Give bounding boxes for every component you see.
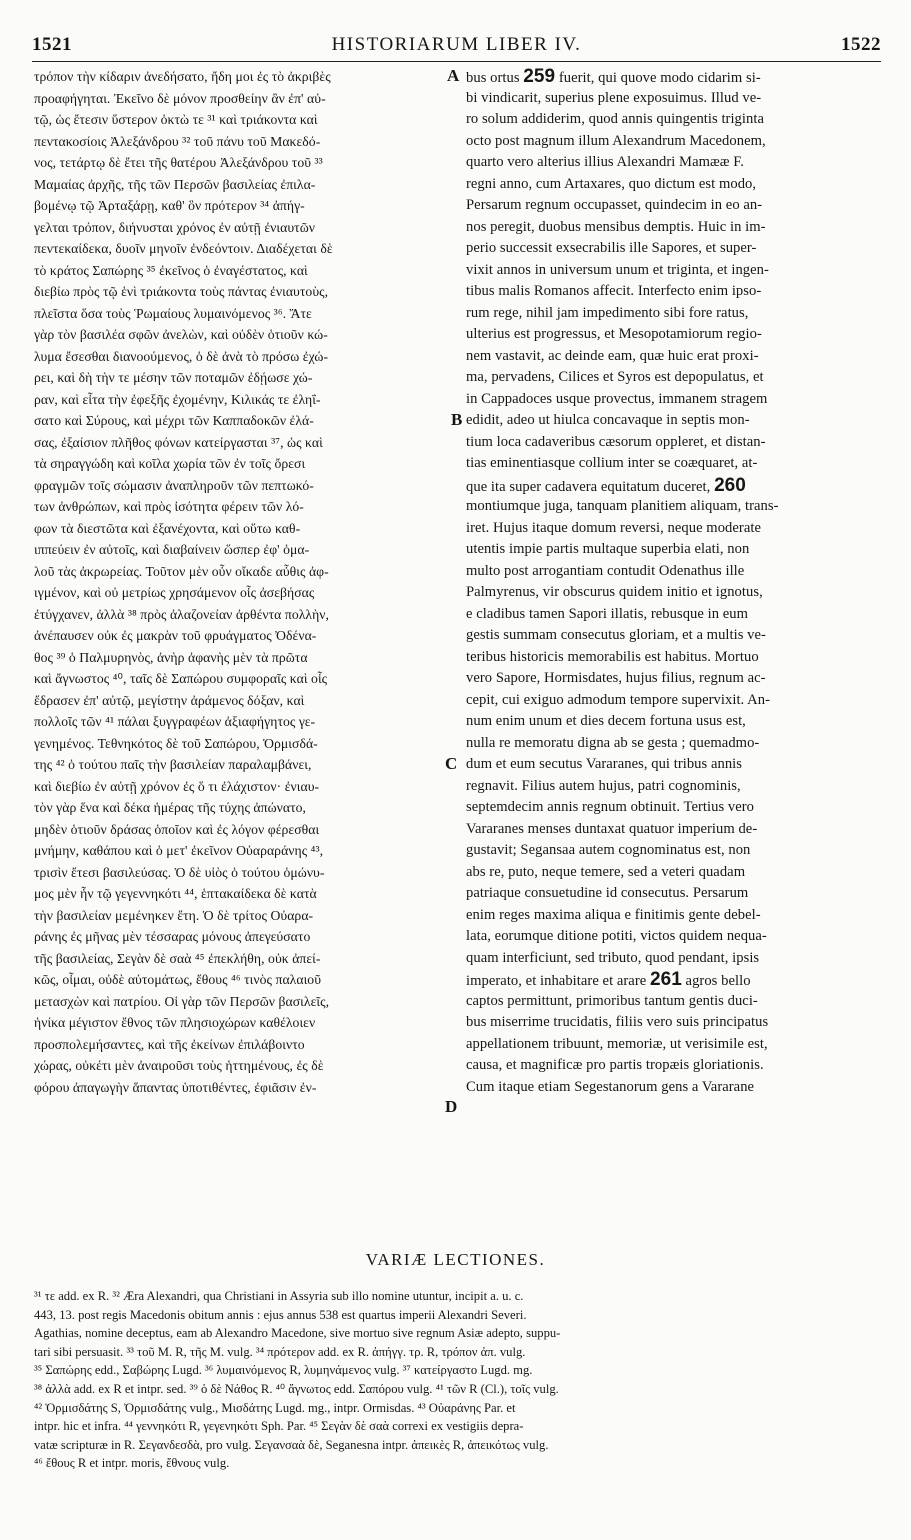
greek-line: ιππεύειν ἐν αὐτοῖς, καὶ διαβαίνειν ὥσπερ ἐφ' ὁμα- bbox=[34, 542, 310, 557]
greek-line: λυμα ἔσεσθαι διανοούμενος, ὁ δὲ ἀνὰ τὸ πρόσω ἐχώ- bbox=[34, 348, 329, 364]
edition-page-number: 261 bbox=[649, 969, 682, 990]
latin-line: dum et eum secutus Vararanes, qui tribus annis bbox=[466, 756, 743, 772]
latin-line: captos permittunt, primoribus tantum gentis duci- bbox=[466, 992, 758, 1009]
greek-line: ἡνίκα μέγιστον ἔθνος τῶν πλησιοχώρων καθέλοιεν bbox=[34, 1015, 316, 1030]
latin-line: ulterius est progressus, et Mesopotamiorum regio- bbox=[466, 326, 762, 342]
latin-line: tium loca cadaveribus cæsorum oppleret, et distan- bbox=[466, 433, 766, 450]
latin-lines-block bbox=[466, 991, 878, 1099]
greek-text-column bbox=[34, 66, 450, 1098]
latin-line-text: agros bello bbox=[685, 973, 751, 989]
greek-line: πλεῖστα ὅσα τοὺς Ῥωμαίους λυμαινόμενος ³⁶. Ἅτε bbox=[34, 305, 312, 321]
variant-note-line: 443, 13. post regis Macedonis obitum annis : ejus annus 538 est quartus imperii Alexandri Severi. bbox=[34, 1307, 527, 1322]
greek-line: λοῦ τὰς ἀκρωρείας. Τοῦτον μὲν οὖν οἴκαδε αὖθις ἀφ- bbox=[34, 563, 329, 579]
greek-line: νος, τετάρτῳ δὲ ἔτει τῆς θατέρου Ἀλεξάνδρου τοῦ ³³ bbox=[34, 155, 323, 170]
latin-line: multo post arrogantiam contudit Odenathus ille bbox=[466, 562, 745, 579]
latin-line-text: que ita super cadavera equitatum duceret, bbox=[466, 478, 711, 495]
latin-line: perio successit exsecrabilis ille Sapores, et super- bbox=[466, 240, 757, 256]
latin-line: tias eminentiasque collium inter se coæquaret, at- bbox=[466, 455, 758, 471]
greek-line: ράνης ἐς μῆνας μὲν τέσσαρας μόνους ἀπεγεύσατο bbox=[34, 929, 311, 944]
greek-line: κῶς, οἶμαι, οὐδὲ αὐτομάτως, ἔθους ⁴⁶ τινὸς παλαιοῦ bbox=[34, 972, 322, 987]
variant-note-line: ⁴² Ὁρμισδάτης S, Ὀρμισδάτης vulg., Μισδάτης Lugd. mg., intpr. Ormisdas. ⁴³ Οὐαράνης Par. et bbox=[34, 1400, 516, 1415]
greek-line: γενημένος. Τεθνηκότος δὲ τοῦ Σαπώρου, Ὁρμισδά- bbox=[34, 735, 318, 751]
latin-line: nem vastavit, ac deinde eam, quæ huic erat proxi- bbox=[466, 347, 759, 364]
greek-line: πεντεκαίδεκα, δυοῖν μηνοῖν ἐνδεόντοιν. Διαδέχεται δὲ bbox=[34, 241, 333, 256]
latin-line-text: bus ortus bbox=[466, 70, 520, 86]
greek-line: σας, ἐξαίσιον πλῆθος φόνων κατείργασται ³⁷, ὡς καὶ bbox=[34, 434, 323, 450]
greek-line: φόρου ἀπαγωγὴν ἅπαντας ὑποτιθέντες, ἐφιᾶσιν ἐν- bbox=[34, 1079, 317, 1095]
latin-line: num enim unum et dies decem fortuna usus est, bbox=[466, 713, 746, 729]
edition-page-number: 259 bbox=[523, 66, 556, 87]
variant-note-line: ³⁵ Σαπώρης edd., Σαβώρης Lugd. ³⁶ λυμαινόμενος R, λυμηνάμενος vulg. ³⁷ κατείργαστο Lugd. mg. bbox=[34, 1363, 533, 1378]
greek-line: γὰρ τὸν βασιλέα σφῶν ἀνελὼν, καὶ οὐδὲν ὁτιοῦν κώ- bbox=[34, 327, 328, 342]
variant-note-line: ³⁸ ἀλλὰ add. ex R et intpr. sed. ³⁹ ὁ δὲ Νάθος R. ⁴⁰ ἄγνωτος edd. Σαπόρου vulg. ⁴¹ τῶν R (Cl.), τοῖς vulg. bbox=[34, 1381, 559, 1396]
latin-line: gustavit; Segansaa autem cognominatus est, non bbox=[466, 842, 751, 858]
variant-note-line: intpr. hic et infra. ⁴⁴ γεννηκότι R, γεγενηκότι Sph. Par. ⁴⁵ Σεγὰν δὲ σαὰ correxi ex vestigiis depra- bbox=[34, 1419, 524, 1434]
latin-line: tibus malis Romanos affecit. Interfecto enim ipso- bbox=[466, 283, 762, 299]
left-page-number: 1521 bbox=[32, 34, 72, 55]
margin-marker-d: D bbox=[445, 1097, 458, 1116]
greek-line: προαφήγηται. Ἐκεῖνο δὲ μόνον προσθείην ἂν ἐπ' αὐ- bbox=[34, 90, 326, 106]
greek-line: ιγμένον, καὶ οὐ μετρίως χρησάμενον οἷς ἀσεβήσας bbox=[34, 585, 315, 600]
latin-line: ma, pervadens, Cilices et Syros est depopulatus, et bbox=[466, 369, 764, 385]
latin-line: teribus historicis memorabilis est habitus. Mortuo bbox=[466, 648, 759, 665]
greek-line: τὴν βασιλείαν μεμένηκεν ἔτη. Ὁ δὲ τρίτος Οὐαρα- bbox=[34, 907, 314, 923]
greek-line: ἐτύγχανεν, ἀλλὰ ³⁸ πρὸς ἀλαζονείαν ἀρθέντα πολλὴν, bbox=[34, 606, 330, 622]
latin-line-text: imperato, et inhabitare et arare bbox=[466, 973, 647, 989]
variant-note-line: Agathias, nomine deceptus, eam ab Alexandro Macedone, sive mortuo sive regnum Asiæ adepto, suppu- bbox=[34, 1326, 561, 1341]
greek-line: τρόπον τὴν κίδαριν ἀνεδήσατο, ἤδη μοι ἐς τὸ ἀκριβὲς bbox=[34, 69, 331, 84]
latin-line: lata, eorumque ditione potiti, victos quidem nequa- bbox=[466, 928, 767, 944]
greek-line: προσπολεμήσαντες, καὶ τῆς ἐκείνων ἐπιλάβοιντο bbox=[34, 1036, 305, 1052]
latin-lines-block bbox=[466, 625, 878, 969]
margin-marker-b: B bbox=[451, 410, 463, 429]
greek-line: τῆς βασιλείας, Σεγὰν δὲ σαὰ ⁴⁵ ἐπεκλήθη, οὐκ ἀπεί- bbox=[34, 950, 321, 966]
greek-line: σατο καὶ Σύρους, καὶ μέχρι τῶν Καππαδοκῶν ἐλά- bbox=[34, 413, 314, 428]
latin-line: edidit, adeo ut hiulca concavaque in septis mon- bbox=[466, 412, 750, 428]
latin-line: vixit annos in universum unum et triginta, et ingen- bbox=[466, 261, 769, 278]
greek-line: Μαμαίας ἀρχῆς, τῆς τῶν Περσῶν βασιλείας ἐπιλα- bbox=[34, 176, 316, 192]
greek-line: μηδὲν ὁτιοῦν δράσας ὁποῖον καὶ ἐς λόγον φέρεσθαι bbox=[34, 821, 320, 837]
running-header bbox=[32, 34, 881, 58]
variant-note-line: vatæ scripturæ in R. Σεγανδεσδὰ, pro vulg. Σεγανσαὰ δὲ, Seganesna intpr. ἀπεικὲς R, ἀπεικότως vulg. bbox=[34, 1437, 549, 1452]
latin-line bbox=[466, 66, 878, 88]
greek-line: μετασχὼν καὶ πατρίου. Οἱ γὰρ τῶν Περσῶν βασιλεῖς, bbox=[34, 993, 330, 1009]
greek-line: τῷ, ὡς ἔτεσιν ὕστερον ὀκτὼ τε ³¹ καὶ τριάκοντα καὶ bbox=[34, 112, 318, 127]
latin-line: bi vindicarit, superius plene exposuimus. Illud ve- bbox=[466, 89, 762, 106]
edition-page-number: 260 bbox=[714, 474, 746, 496]
latin-line bbox=[466, 475, 878, 497]
greek-line: τὰ σηραγγώδη καὶ κοῖλα χωρία τῶν ἐν τοῖς ὄρεσι bbox=[34, 456, 306, 471]
latin-line: regnavit. Filius autem hujus, patri cognominis, bbox=[466, 777, 741, 794]
greek-line: φων τὰ διεστῶτα καὶ ἐξανέχοντα, καὶ οὕτω καθ- bbox=[34, 520, 301, 536]
latin-line: ro solum addiderim, quod annis quingentis triginta bbox=[466, 111, 764, 127]
greek-line: τὸν γὰρ ἕνα καὶ δέκα ἡμέρας τῆς τύχης ἀπώνατο, bbox=[34, 800, 307, 815]
running-title: HISTORIARUM LIBER IV. bbox=[331, 34, 582, 55]
latin-line: causa, et magnificæ pro partis tropæis gloriationis. bbox=[466, 1057, 764, 1073]
greek-line: πεντακοσίοις Ἀλεξάνδρου ³² τοῦ πάνυ τοῦ Μακεδό- bbox=[34, 133, 321, 149]
greek-line: φραγμῶν τοῖς σώμασιν ἀναπληροῦν τῶν πεπτωκό- bbox=[34, 477, 314, 493]
header-rule bbox=[32, 61, 881, 62]
latin-line: in Cappadoces usque provectus, immanem stragem bbox=[466, 390, 768, 407]
latin-line: gestis summam consecutus gloriam, et a multis ve- bbox=[466, 627, 766, 643]
right-page-number: 1522 bbox=[841, 34, 881, 55]
greek-line: τὸ κράτος Σαπώρης ³⁵ ἐκεῖνος ὁ ἐναγέστατος, καὶ bbox=[34, 262, 308, 278]
latin-line: montiumque juga, tanquam planitiem aliquam, trans- bbox=[466, 498, 779, 514]
margin-marker-a: A bbox=[447, 66, 460, 85]
greek-line: μνήμην, καθάπου καὶ ὁ μετ' ἐκεῖνον Οὐαραράνης ⁴³, bbox=[34, 843, 324, 858]
greek-line: ἔδρασεν ἐπ' αὐτῷ, μεγίστην ἀράμενος δόξαν, καὶ bbox=[34, 692, 305, 708]
latin-line bbox=[466, 969, 878, 991]
latin-line: nos peregit, duobus mensibus demptis. Huic in im- bbox=[466, 218, 766, 235]
variae-lectiones-heading: VARIÆ LECTIONES. bbox=[365, 1250, 546, 1269]
greek-line: καὶ ἄγνωστος ⁴⁰, ταῖς δὲ Σαπώρου συμφοραῖς καὶ οἷς bbox=[34, 671, 328, 686]
latin-line: abs re, puto, neque temere, sed a veteri quadam bbox=[466, 863, 746, 880]
latin-line: regni anno, cum Artaxares, quo dictum est modo, bbox=[466, 175, 757, 192]
latin-line: Cum itaque etiam Segestanorum gens a Vararane bbox=[466, 1078, 755, 1095]
latin-line: quam interficiunt, sed tributo, quod pendant, ipsis bbox=[466, 949, 760, 966]
greek-line: μος μὲν ἦν τῷ γεγεννηκότι ⁴⁴, ἑπτακαίδεκα δὲ κατὰ bbox=[34, 886, 317, 901]
latin-line: appellationem tribuunt, memoriæ, ut verisimile est, bbox=[466, 1035, 768, 1052]
latin-line: Palmyrenus, vir obscurus quidem initio et ignotus, bbox=[466, 584, 763, 600]
latin-line: quarto vero alterius illius Alexandri Mamææ F. bbox=[466, 154, 744, 170]
greek-line: ρει, καὶ δὴ τὴν τε μέσην τῶν ποταμῶν ἐδῄωσε χώ- bbox=[34, 370, 313, 385]
variant-note-line: tari sibi persuasit. ³³ τοῦ M. R, τῆς M. vulg. ³⁴ πρότερον add. ex R. ἀπήγγ. τρ. R, τρόπον ἀπ. vulg. bbox=[34, 1344, 526, 1359]
latin-line: cepit, cui exiguo admodum tempore supervixit. An- bbox=[466, 691, 770, 708]
greek-line: βομένῳ τῷ Ἀρταξάρῃ, καθ' ὃν πρότερον ³⁴ ἀπήγ- bbox=[34, 198, 305, 213]
latin-line: utentis impie partis multaque superbia elati, non bbox=[466, 541, 750, 557]
latin-line: octo post magnum illum Alexandrum Macedonem, bbox=[466, 132, 766, 149]
variant-note-line: ⁴⁶ ἔθους R et intpr. moris, ἔθνους vulg. bbox=[34, 1456, 230, 1471]
margin-marker-c: C bbox=[445, 754, 458, 773]
latin-line: enim reges maxima aliqua e finitimis gente debel- bbox=[466, 906, 761, 923]
greek-line: πολλοῖς τῶν ⁴¹ πάλαι ξυγγραφέων ἀξιαφήγητος γε- bbox=[34, 714, 316, 729]
latin-text-column bbox=[466, 66, 878, 1098]
latin-line: rum rege, nihil jam impedimento sibi fore ratus, bbox=[466, 304, 749, 321]
latin-line: vero Sapore, Hormisdates, hujus filius, regnum ac- bbox=[466, 670, 766, 686]
greek-line: καὶ διεβίω ἐν αὐτῇ χρόνον ἐς ὅ τι ἐλάχιστον· ἐνιαυ- bbox=[34, 778, 320, 794]
variant-note-line: ³¹ τε add. ex R. ³² Æra Alexandri, qua Christiani in Assyria sub illo nomine utuntur, incipit a. u. c. bbox=[34, 1289, 524, 1303]
latin-line: e cladibus tamen Sapori illatis, rebusque in eum bbox=[466, 605, 749, 622]
greek-line: διεβίω πρὸς τῷ ἑνὶ τριάκοντα τοὺς πάντας ἐνιαυτοὺς, bbox=[34, 284, 329, 299]
latin-line: Persarum regnum occupasset, quindecim in eo an- bbox=[466, 197, 763, 213]
greek-line: της ⁴² ὁ τούτου παῖς τὴν βασιλείαν παραλαμβάνει, bbox=[34, 757, 312, 772]
latin-line: bus miserrime trucidatis, filiis vero suis principatus bbox=[466, 1014, 769, 1030]
greek-line: ραν, καὶ εἶτα τὴν ἐφεξῆς ἐχομένην, Κιλικάς τε ἐληΐ- bbox=[34, 391, 321, 407]
latin-line: iret. Hujus itaque domum reversi, neque moderate bbox=[466, 519, 761, 536]
latin-lines-block bbox=[466, 88, 878, 626]
latin-line: septemdecim annis regnum obtinuit. Tertius vero bbox=[466, 799, 755, 815]
greek-line: χώρας, οὐκέτι μὲν ἀναιροῦσι τοὺς ἡττημένους, ἐς δὲ bbox=[34, 1058, 324, 1073]
greek-line: των ἀνθρώπων, καὶ πρὸς ἰσότητα φέρειν τῶν λό- bbox=[34, 499, 304, 514]
latin-line-text: fuerit, qui quove modo cidarim si- bbox=[558, 70, 761, 86]
latin-line: patriaque consuetudine id consecutus. Persarum bbox=[466, 885, 749, 901]
variae-lectiones-notes bbox=[34, 1287, 880, 1473]
greek-line: ἀνέπαυσεν οὐκ ἐς μακρὰν τοῦ φρυάγματος Ὀδένα- bbox=[34, 628, 317, 643]
latin-line: Vararanes menses duntaxat quatuor imperium de- bbox=[466, 820, 758, 837]
greek-line: τρισὶν ἔτεσι βασιλεύσας. Ὁ δὲ υἱὸς ὁ τούτου ὁμώνυ- bbox=[34, 864, 325, 880]
latin-line: nulla re memoratu digna ab se gesta ; quemadmo- bbox=[466, 734, 760, 751]
greek-line: γελται τρόπον, διήνυσται χρόνος ἐν αὐτῇ ἐνιαυτῶν bbox=[34, 219, 316, 235]
greek-line: θος ³⁹ ὁ Παλμυρηνὸς, ἀνὴρ ἀφανὴς μὲν τὰ πρῶτα bbox=[34, 649, 308, 665]
